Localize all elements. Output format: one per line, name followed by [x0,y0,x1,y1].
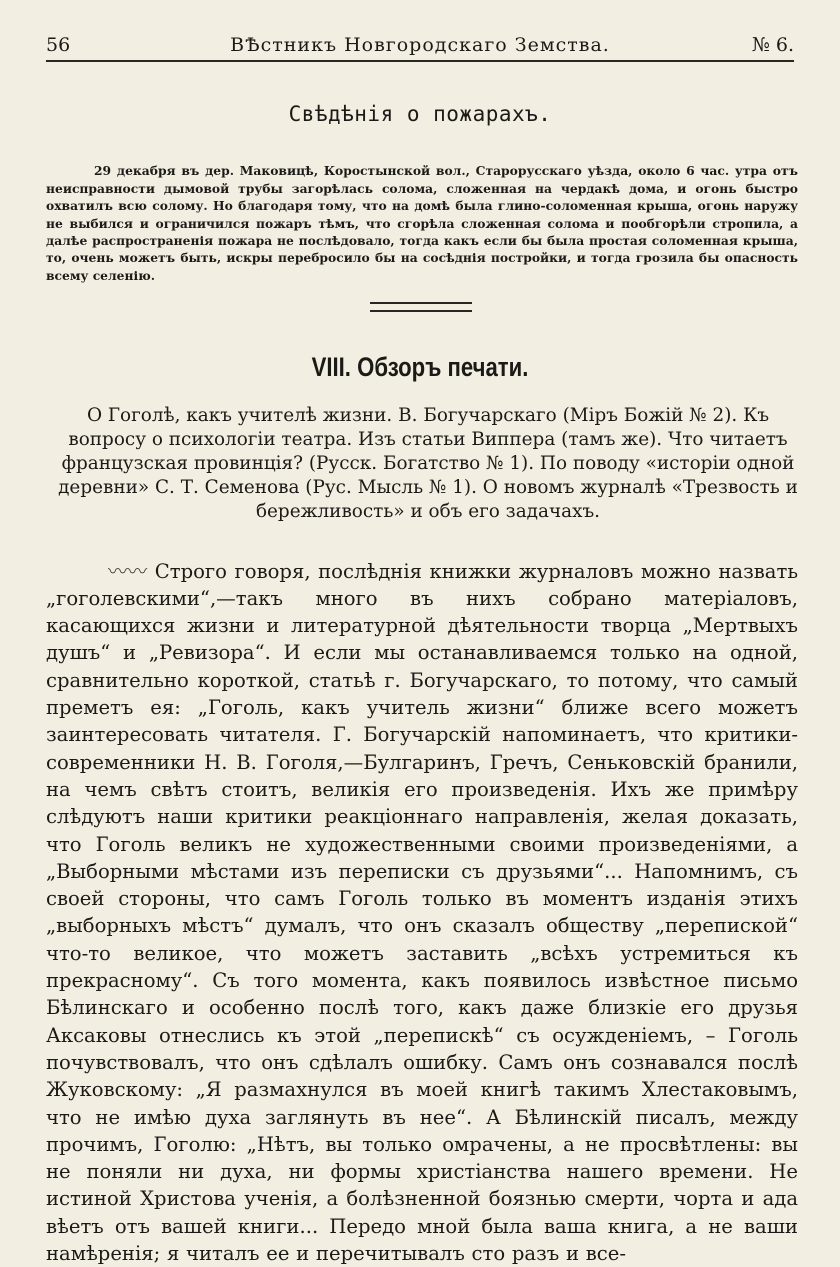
section-summary: О Гоголѣ, какъ учителѣ жизни. В. Богучарскаго (Міръ Божій № 2). Къ вопросу о психологіи театра. Изъ статьи Виппера (тамъ же). Что читаетъ французская провинція? (Русск. Богатство № 1). По поводу «исторіи одной деревни» С. Т. Семенова (Рус. Мысль № 1). О новомъ журналѣ «Трезвость и бережливость» и объ его задачахъ. [58,405,798,522]
fires-section-title: Свѣдѣнія о пожарахъ. [288,102,552,126]
page-number: 56 [46,34,71,56]
fires-report-paragraph: 29 декабря въ дер. Маковицѣ, Коростынской вол., Старорусскаго уѣзда, около 6 час. утра отъ неисправности дымовой трубы загорѣлась солома, сложенная на чердакѣ дома, и огонь быстро охватилъ всю солому. Но благодаря тому, что на домѣ была глино-соломенная крыша, огонь наружу не выбился и ограничился пожаръ тѣмъ, что сгорѣла сложенная солома и пообгорѣли стропила, а далѣе распространенія пожара не послѣдовало, тогда какъ если бы была простая соломенная крыша, то, очень можетъ быть, искры перебросило бы на сосѣднія постройки, и тогда грозила бы опасность всему селенію. [46,163,798,283]
section-divider [370,302,472,312]
issue-number: № 6. [751,34,794,56]
running-header [46,30,794,62]
section-title: VIII. Обзоръ печати. [311,352,529,382]
journal-title: ВѢстникъ Новгородскаго Земства. [230,34,610,56]
article-body-text: Строго говоря, послѣднія книжки журналовъ можно назвать „гоголевскими“,—такъ много въ нихъ собрано матеріаловъ, касающихся жизни и литературной дѣятельности творца „Мертвыхъ душъ“ и „Ревизора“. И если мы останавливаемся только на одной, сравнительно короткой, статьѣ г. Богучарскаго, то потому, что самый преметъ ея: „Гоголь, какъ учитель жизни“ ближе всего можетъ заинтересовать читателя. Г. Богучарскій напоминаетъ, что критики-современники Н. В. Гоголя,—Булгаринъ, Гречъ, Сеньковскій бранили, на чемъ свѣтъ стоитъ, великія его произведенія. Ихъ же примѣру слѣдуютъ наши критики реакціоннаго направленія, желая доказать, что Гоголь великъ не художественными своими произведеніями, а „Выборными мѣстами изъ переписки съ друзьями“... Напомнимъ, съ своей стороны, что самъ Гоголь только въ моментъ изданія этихъ „выборныхъ мѣстъ“ думалъ, что онъ сказалъ обществу „перепиской“ что-то великое, что можетъ заставить „всѣхъ устремиться къ прекрасному“. Съ того момента, какъ появилось извѣстное письмо Бѣлинскаго и особенно послѣ того, какъ даже близкіе его друзья Аксаковы отнеслись къ этой „перепискѣ“ съ осужденіемъ, – Гоголь почувствовалъ, что онъ сдѣлалъ ошибку. Самъ онъ сознавался послѣ Жуковскому: „Я размахнулся въ моей книгѣ такимъ Хлестаковымъ, что не имѣю духа заглянуть въ нее“. А Бѣлинскій писалъ, между прочимъ, Гоголю: „Нѣтъ, вы только омрачены, а не просвѣтлены: вы не поняли ни духа, ни формы христіанства нашего времени. Не истиной Христова ученія, а болѣзненной боязнью смерти, чорта и ада вѣетъ отъ вашей книги... Передо мной была ваша книга, а не ваши намѣренія; я читалъ ее и перечитывалъ сто разъ и все- [46,559,798,1266]
ornament-mark: 〰〰 [108,559,148,583]
article-body [46,558,798,1267]
